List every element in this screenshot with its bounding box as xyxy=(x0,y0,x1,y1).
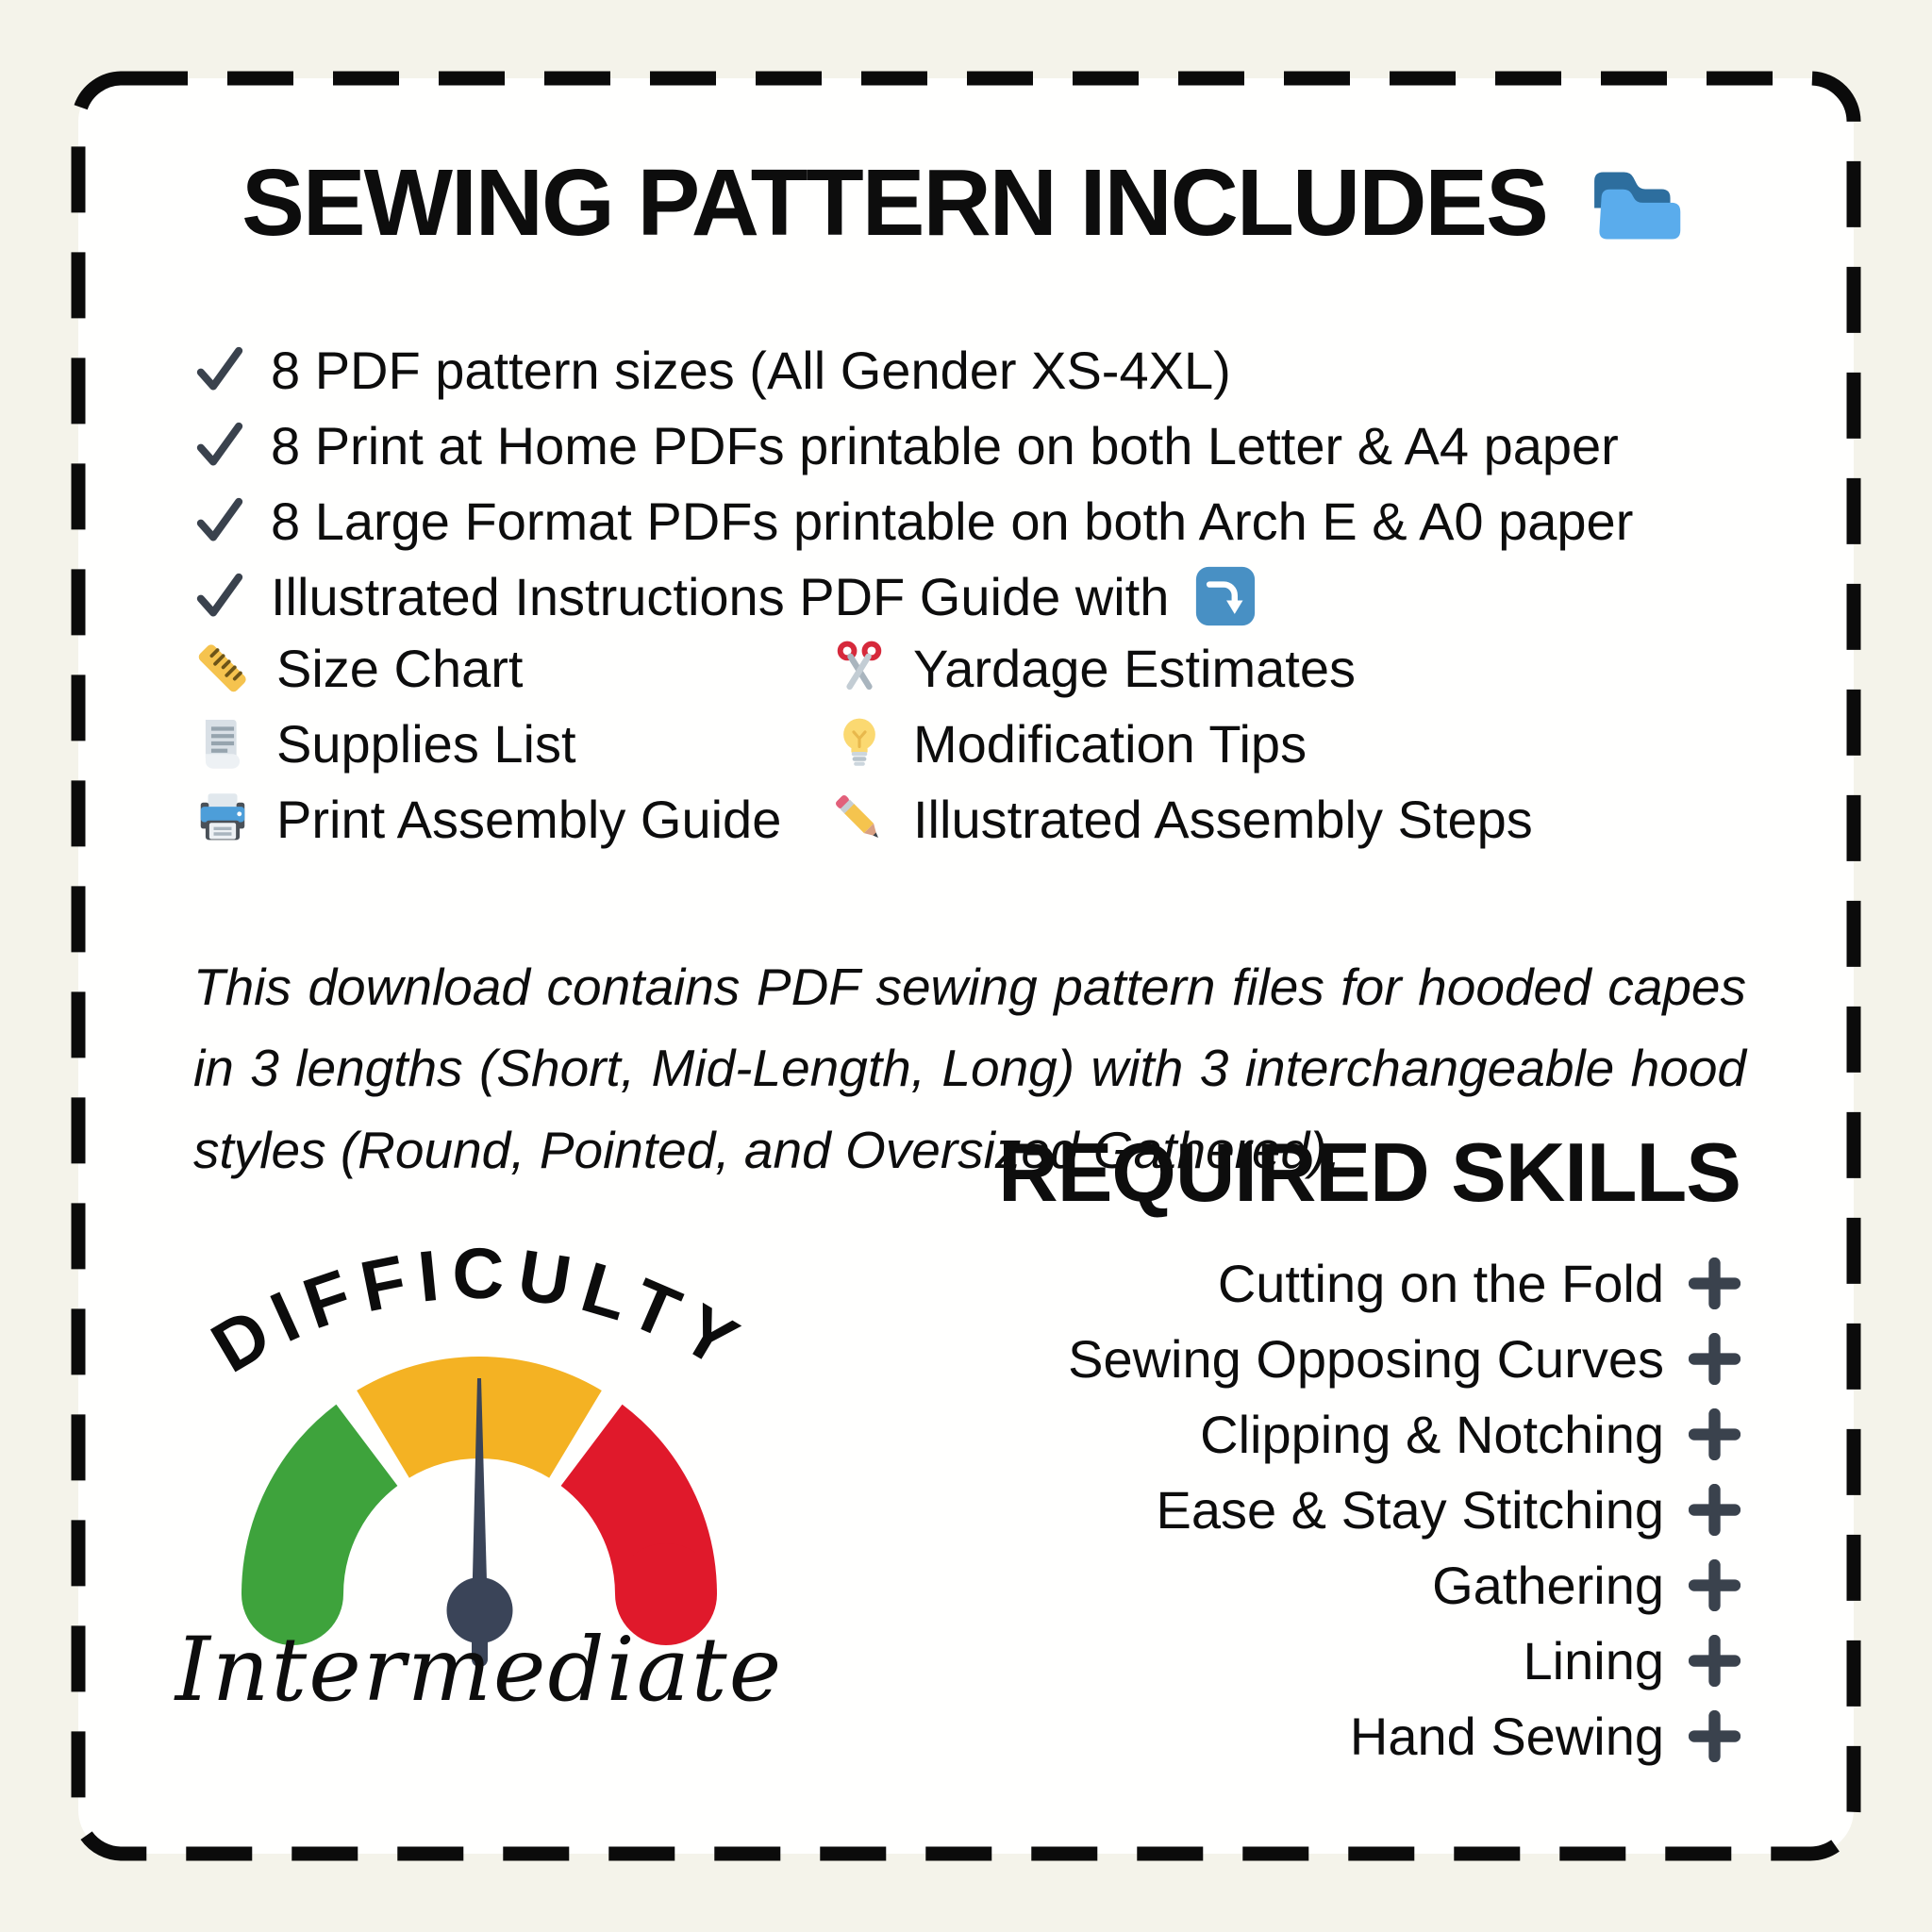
feature-label: Yardage Estimates xyxy=(913,638,1356,698)
feature-label: Supplies List xyxy=(276,713,576,774)
plus-icon xyxy=(1689,1333,1740,1385)
list-item xyxy=(193,332,1633,408)
required-skills-title: REQUIRED SKILLS xyxy=(998,1125,1740,1219)
skill-label: Gathering xyxy=(1432,1555,1664,1615)
difficulty-gauge xyxy=(140,1217,819,1689)
skill-label: Cutting on the Fold xyxy=(1217,1253,1664,1313)
difficulty-gauge-svg xyxy=(140,1217,819,1689)
skill-label: Clipping & Notching xyxy=(1200,1404,1664,1464)
feature-item xyxy=(830,706,1533,781)
check-icon xyxy=(193,494,246,547)
check-icon xyxy=(193,343,246,396)
skill-item xyxy=(998,1396,1740,1472)
printer-icon xyxy=(193,790,252,848)
skill-label: Lining xyxy=(1523,1630,1664,1690)
arrow-curving-down-icon xyxy=(1195,566,1256,626)
list-item xyxy=(193,558,1633,634)
skill-label: Sewing Opposing Curves xyxy=(1068,1328,1664,1389)
scissors-icon xyxy=(830,639,889,697)
lightbulb-icon xyxy=(830,714,889,773)
page-title: SEWING PATTERN INCLUDES xyxy=(242,150,1547,256)
feature-item xyxy=(193,706,830,781)
list-item-label: 8 Large Format PDFs printable on both Arch E & A0 paper xyxy=(271,491,1634,551)
gauge-segment-beginner xyxy=(292,1445,367,1594)
plus-icon xyxy=(1689,1559,1740,1611)
plus-icon xyxy=(1689,1635,1740,1687)
feature-grid xyxy=(193,630,1533,857)
header xyxy=(77,149,1855,258)
feature-item xyxy=(830,781,1533,857)
open-folder-icon xyxy=(1579,157,1690,251)
feature-label: Modification Tips xyxy=(913,713,1307,774)
check-icon xyxy=(193,419,246,472)
skill-item xyxy=(998,1547,1740,1623)
pattern-description: This download contains PDF sewing pattern files for hooded capes in 3 lengths (Short, Mid-Length, Long) with 3 interchangeable hood styles (Round, Pointed, and Oversized Gathered). xyxy=(193,958,1746,1179)
feature-label: Print Assembly Guide xyxy=(276,789,782,849)
skill-item xyxy=(998,1321,1740,1396)
pencil-icon xyxy=(830,790,889,848)
feature-label: Size Chart xyxy=(276,638,524,698)
skill-item xyxy=(998,1623,1740,1698)
plus-icon xyxy=(1689,1408,1740,1460)
feature-item xyxy=(193,781,830,857)
skill-label: Ease & Stay Stitching xyxy=(1156,1479,1664,1540)
difficulty-level-label: Intermediate xyxy=(175,1619,784,1722)
list-item-label: 8 Print at Home PDFs printable on both Letter & A4 paper xyxy=(271,415,1619,475)
list-item-label: Illustrated Instructions PDF Guide with xyxy=(271,566,1170,626)
required-skills-section xyxy=(998,1124,1740,1774)
list-item xyxy=(193,483,1633,558)
difficulty-arc-text: DIFFICULTY xyxy=(198,1233,760,1389)
plus-icon xyxy=(1689,1257,1740,1309)
ruler-icon xyxy=(193,639,252,697)
skill-item xyxy=(998,1472,1740,1547)
included-items-list xyxy=(193,332,1633,634)
skill-label: Hand Sewing xyxy=(1349,1706,1664,1766)
feature-label: Illustrated Assembly Steps xyxy=(913,789,1533,849)
plus-icon xyxy=(1689,1710,1740,1762)
list-item-label: 8 PDF pattern sizes (All Gender XS-4XL) xyxy=(271,340,1231,400)
feature-item xyxy=(193,630,830,706)
list-item xyxy=(193,408,1633,483)
receipt-icon xyxy=(193,714,252,773)
check-icon xyxy=(193,570,246,623)
skill-item xyxy=(998,1698,1740,1774)
skill-item xyxy=(998,1245,1740,1321)
feature-item xyxy=(830,630,1533,706)
plus-icon xyxy=(1689,1484,1740,1536)
